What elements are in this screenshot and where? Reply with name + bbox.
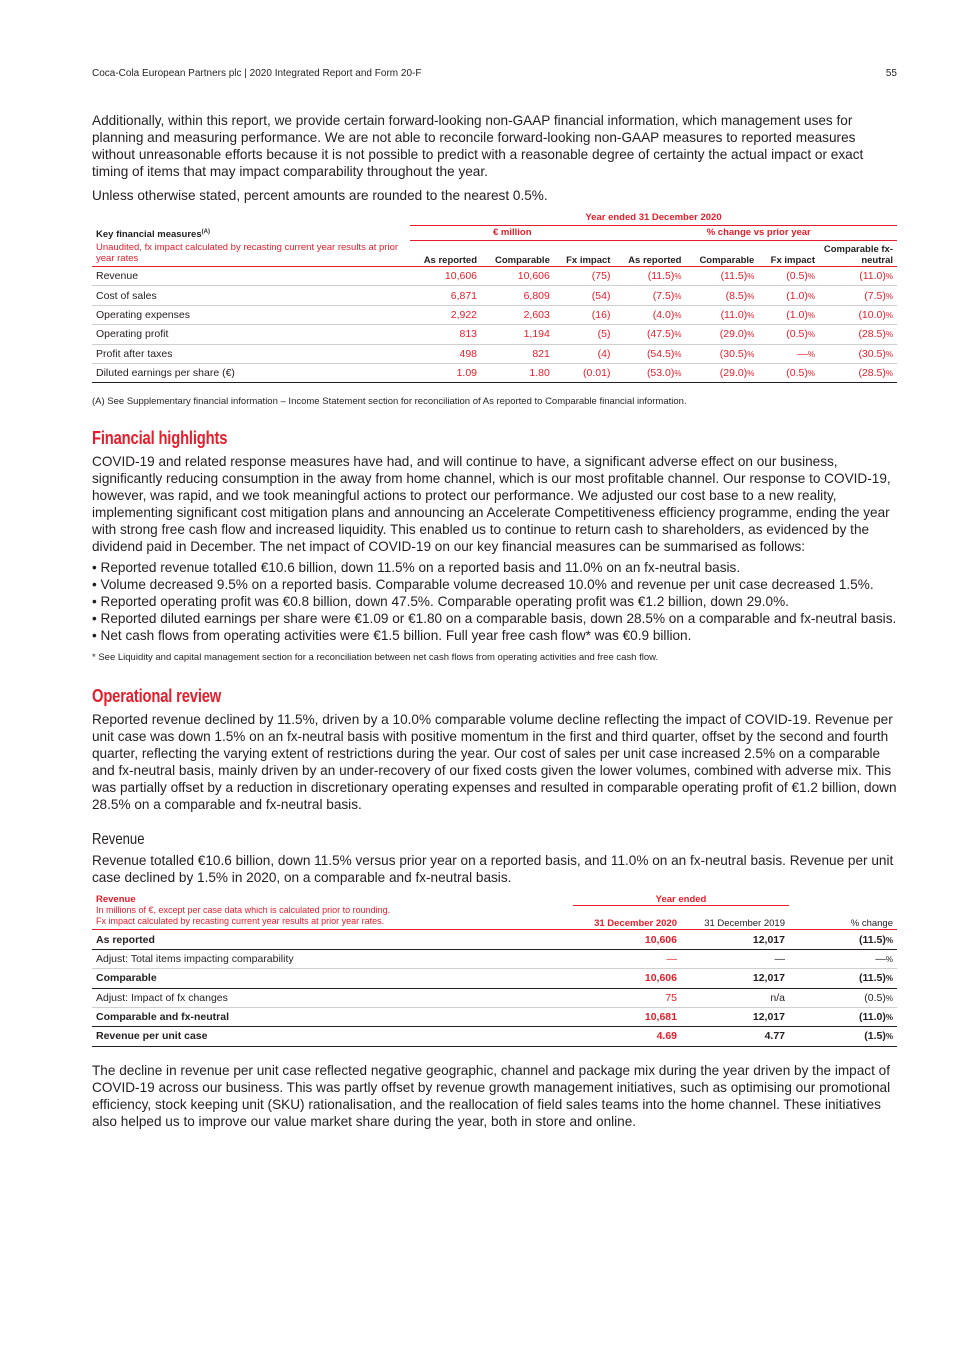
table-row: Adjust: Total items impacting comparability — — —% bbox=[92, 949, 897, 968]
operational-paragraph: Reported revenue declined by 11.5%, driven by a 10.0% comparable volume decline reflecting the impact of COVID-19. Revenue per unit case was down 1.5% on an fx-neutral basis with positive momentum in the first and third quarter, offset by the second and fourth quarter, reflecting the varying extent of restrictions during the year. Our cost of sales per unit case increased 2.5% on a comparable and fx-neutral basis, mainly driven by an under-recovery of our fixed costs given the lower volumes, combined with adverse mix. This was partially offset by a reduction in discretionary operating expenses and resulted in comparable operating profit of €1.2 billion, down 28.5% on a comparable and fx-neutral basis. bbox=[92, 712, 897, 813]
highlights-footnote: * See Liquidity and capital management section for a reconciliation between net cash flows from operating activities and free cash flow. bbox=[92, 652, 659, 664]
operational-review-heading: Operational review bbox=[92, 686, 222, 707]
table-row: Comparable 10,606 12,017 (11.5)% bbox=[92, 969, 897, 988]
intro-paragraph: Additionally, within this report, we provide certain forward-looking non-GAAP financial information, which management uses for planning and measuring performance. We are not able to reconcile forward-looking non-GAAP measures to reported measures without unreasonable efforts because it is not possible to predict with a reasonable degree of certainty the actual impact or exact timing of items that may impact comparability throughout the year. bbox=[92, 113, 864, 179]
table-row: Diluted earnings per share (€) 1.09 1.80 (0.01) (53.0)% (29.0)% (0.5)% (28.5)% bbox=[92, 363, 897, 382]
kfm-subtitle: Unaudited, fx impact calculated by recasting current year results at prior year rates bbox=[96, 242, 399, 264]
highlights-paragraph: COVID-19 and related response measures have had, and will continue to have, a significant adverse effect on our business, significantly reducing consumption in the away from home channel, which is our most profitable channel. Our response to COVID-19, however, was rapid, and we took meaningful actions to protect our performance. We adjusted our cost base to a new reality, implementing significant cost mitigation plans and announcing an Accelerate Competitiveness efficiency programme, ending the year with strong free cash flow and increased liquidity. This enabled us to continue to return cash to shareholders, as evidenced by the dividend paid in December. The net impact of COVID-19 on our key financial measures can be summarised as follows: bbox=[92, 454, 891, 555]
revenue-table bbox=[92, 893, 897, 1046]
table-row: Revenue 10,606 10,606 (75) (11.5)% (11.5)% (0.5)% (11.0)% bbox=[92, 267, 897, 286]
group-change: % change vs prior year bbox=[614, 225, 897, 240]
list-item: • Reported operating profit was €0.8 billion, down 47.5%. Comparable operating profit was €1.2 billion, down 29.0%. bbox=[92, 594, 789, 610]
list-item: • Reported diluted earnings per share were €1.09 or €1.80 on a comparable basis, down 28.5% on a comparable and fx-neutral basis. bbox=[92, 611, 897, 627]
key-financial-measures-table bbox=[92, 210, 897, 383]
table-row: Adjust: Impact of fx changes 75 n/a (0.5)% bbox=[92, 988, 897, 1007]
col-as-reported: As reported bbox=[423, 255, 478, 266]
year-ended-header: Year ended bbox=[573, 893, 789, 905]
list-item: • Net cash flows from operating activities were €1.5 billion. Full year free cash flow* was €0.9 billion. bbox=[92, 628, 692, 644]
col-2019: 31 December 2019 bbox=[704, 918, 785, 930]
revenue-table-subtitle: In millions of €, except per case data which is calculated prior to rounding. Fx impact calculated by recasting current year results at prior year rates. bbox=[96, 905, 391, 927]
col-comparable: Comparable bbox=[494, 255, 550, 266]
col-2020: 31 December 2020 bbox=[594, 918, 677, 930]
page-number: 55 bbox=[885, 68, 897, 79]
list-item: • Reported revenue totalled €10.6 billion, down 11.5% on a reported basis and 11.0% on an fx-neutral basis. bbox=[92, 560, 741, 576]
page-header bbox=[92, 68, 897, 79]
revenue-heading: Revenue bbox=[92, 831, 145, 849]
table-row: Cost of sales 6,871 6,809 (54) (7.5)% (8.5)% (1.0)% (7.5)% bbox=[92, 286, 897, 305]
revenue-closing-paragraph: The decline in revenue per unit case reflected negative geographic, channel and package mix during the year driven by the impact of COVID-19 across our business. This was partly offset by revenue growth management initiatives, such as optimising our promotional efficiency, stock keeping unit (SKU) rationalisation, and the reallocation of field sales teams into the home channel. These initiatives also helped us to improve our value market share during the year, both in store and online. bbox=[92, 1062, 891, 1129]
revenue-paragraph: Revenue totalled €10.6 billion, down 11.5% versus prior year on a reported basis, and 11.0% on an fx-neutral basis. Revenue per unit case declined by 1.5% in 2020, on a comparable and fx-neutral basis. bbox=[92, 853, 894, 886]
col-change: % change bbox=[850, 918, 893, 930]
revenue-table-title: Revenue bbox=[96, 893, 136, 905]
col-pct-as-reported: As reported bbox=[628, 255, 682, 266]
list-item: • Volume decreased 9.5% on a reported basis. Comparable volume decreased 10.0% and revenue per unit case decreased 1.5%. bbox=[92, 577, 874, 593]
table-row: Revenue per unit case 4.69 4.77 (1.5)% bbox=[92, 1027, 897, 1046]
rounding-note: Unless otherwise stated, percent amounts are rounded to the nearest 0.5%. bbox=[92, 188, 548, 203]
table-row: Operating expenses 2,922 2,603 (16) (4.0)% (11.0)% (1.0)% (10.0)% bbox=[92, 305, 897, 324]
kfm-footnote: (A) See Supplementary financial information – Income Statement section for reconciliation of As reported to Comparable financial information. bbox=[92, 396, 687, 408]
group-million: € million bbox=[410, 225, 614, 240]
financial-highlights-heading: Financial highlights bbox=[92, 428, 228, 449]
table-row: Comparable and fx-neutral 10,681 12,017 (11.0)% bbox=[92, 1007, 897, 1026]
table-row: As reported 10,606 12,017 (11.5)% bbox=[92, 930, 897, 949]
year-header: Year ended 31 December 2020 bbox=[410, 210, 897, 225]
kfm-title: Key financial measures$^{(A)}$ bbox=[96, 228, 210, 240]
table-row: Profit after taxes 498 821 (4) (54.5)% (30.5)% —% (30.5)% bbox=[92, 344, 897, 363]
table-row: Operating profit 813 1,194 (5) (47.5)% (29.0)% (0.5)% (28.5)% bbox=[92, 325, 897, 344]
col-pct-fx-neutral: Comparable fx-neutral bbox=[823, 244, 893, 266]
col-pct-fx-impact: Fx impact bbox=[770, 255, 815, 266]
col-fx-impact: Fx impact bbox=[566, 255, 611, 266]
col-pct-comparable: Comparable bbox=[699, 255, 755, 266]
highlights-list bbox=[92, 559, 897, 644]
report-title: Coca-Cola European Partners plc | 2020 Integrated Report and Form 20-F bbox=[92, 68, 422, 79]
content bbox=[92, 112, 897, 1130]
